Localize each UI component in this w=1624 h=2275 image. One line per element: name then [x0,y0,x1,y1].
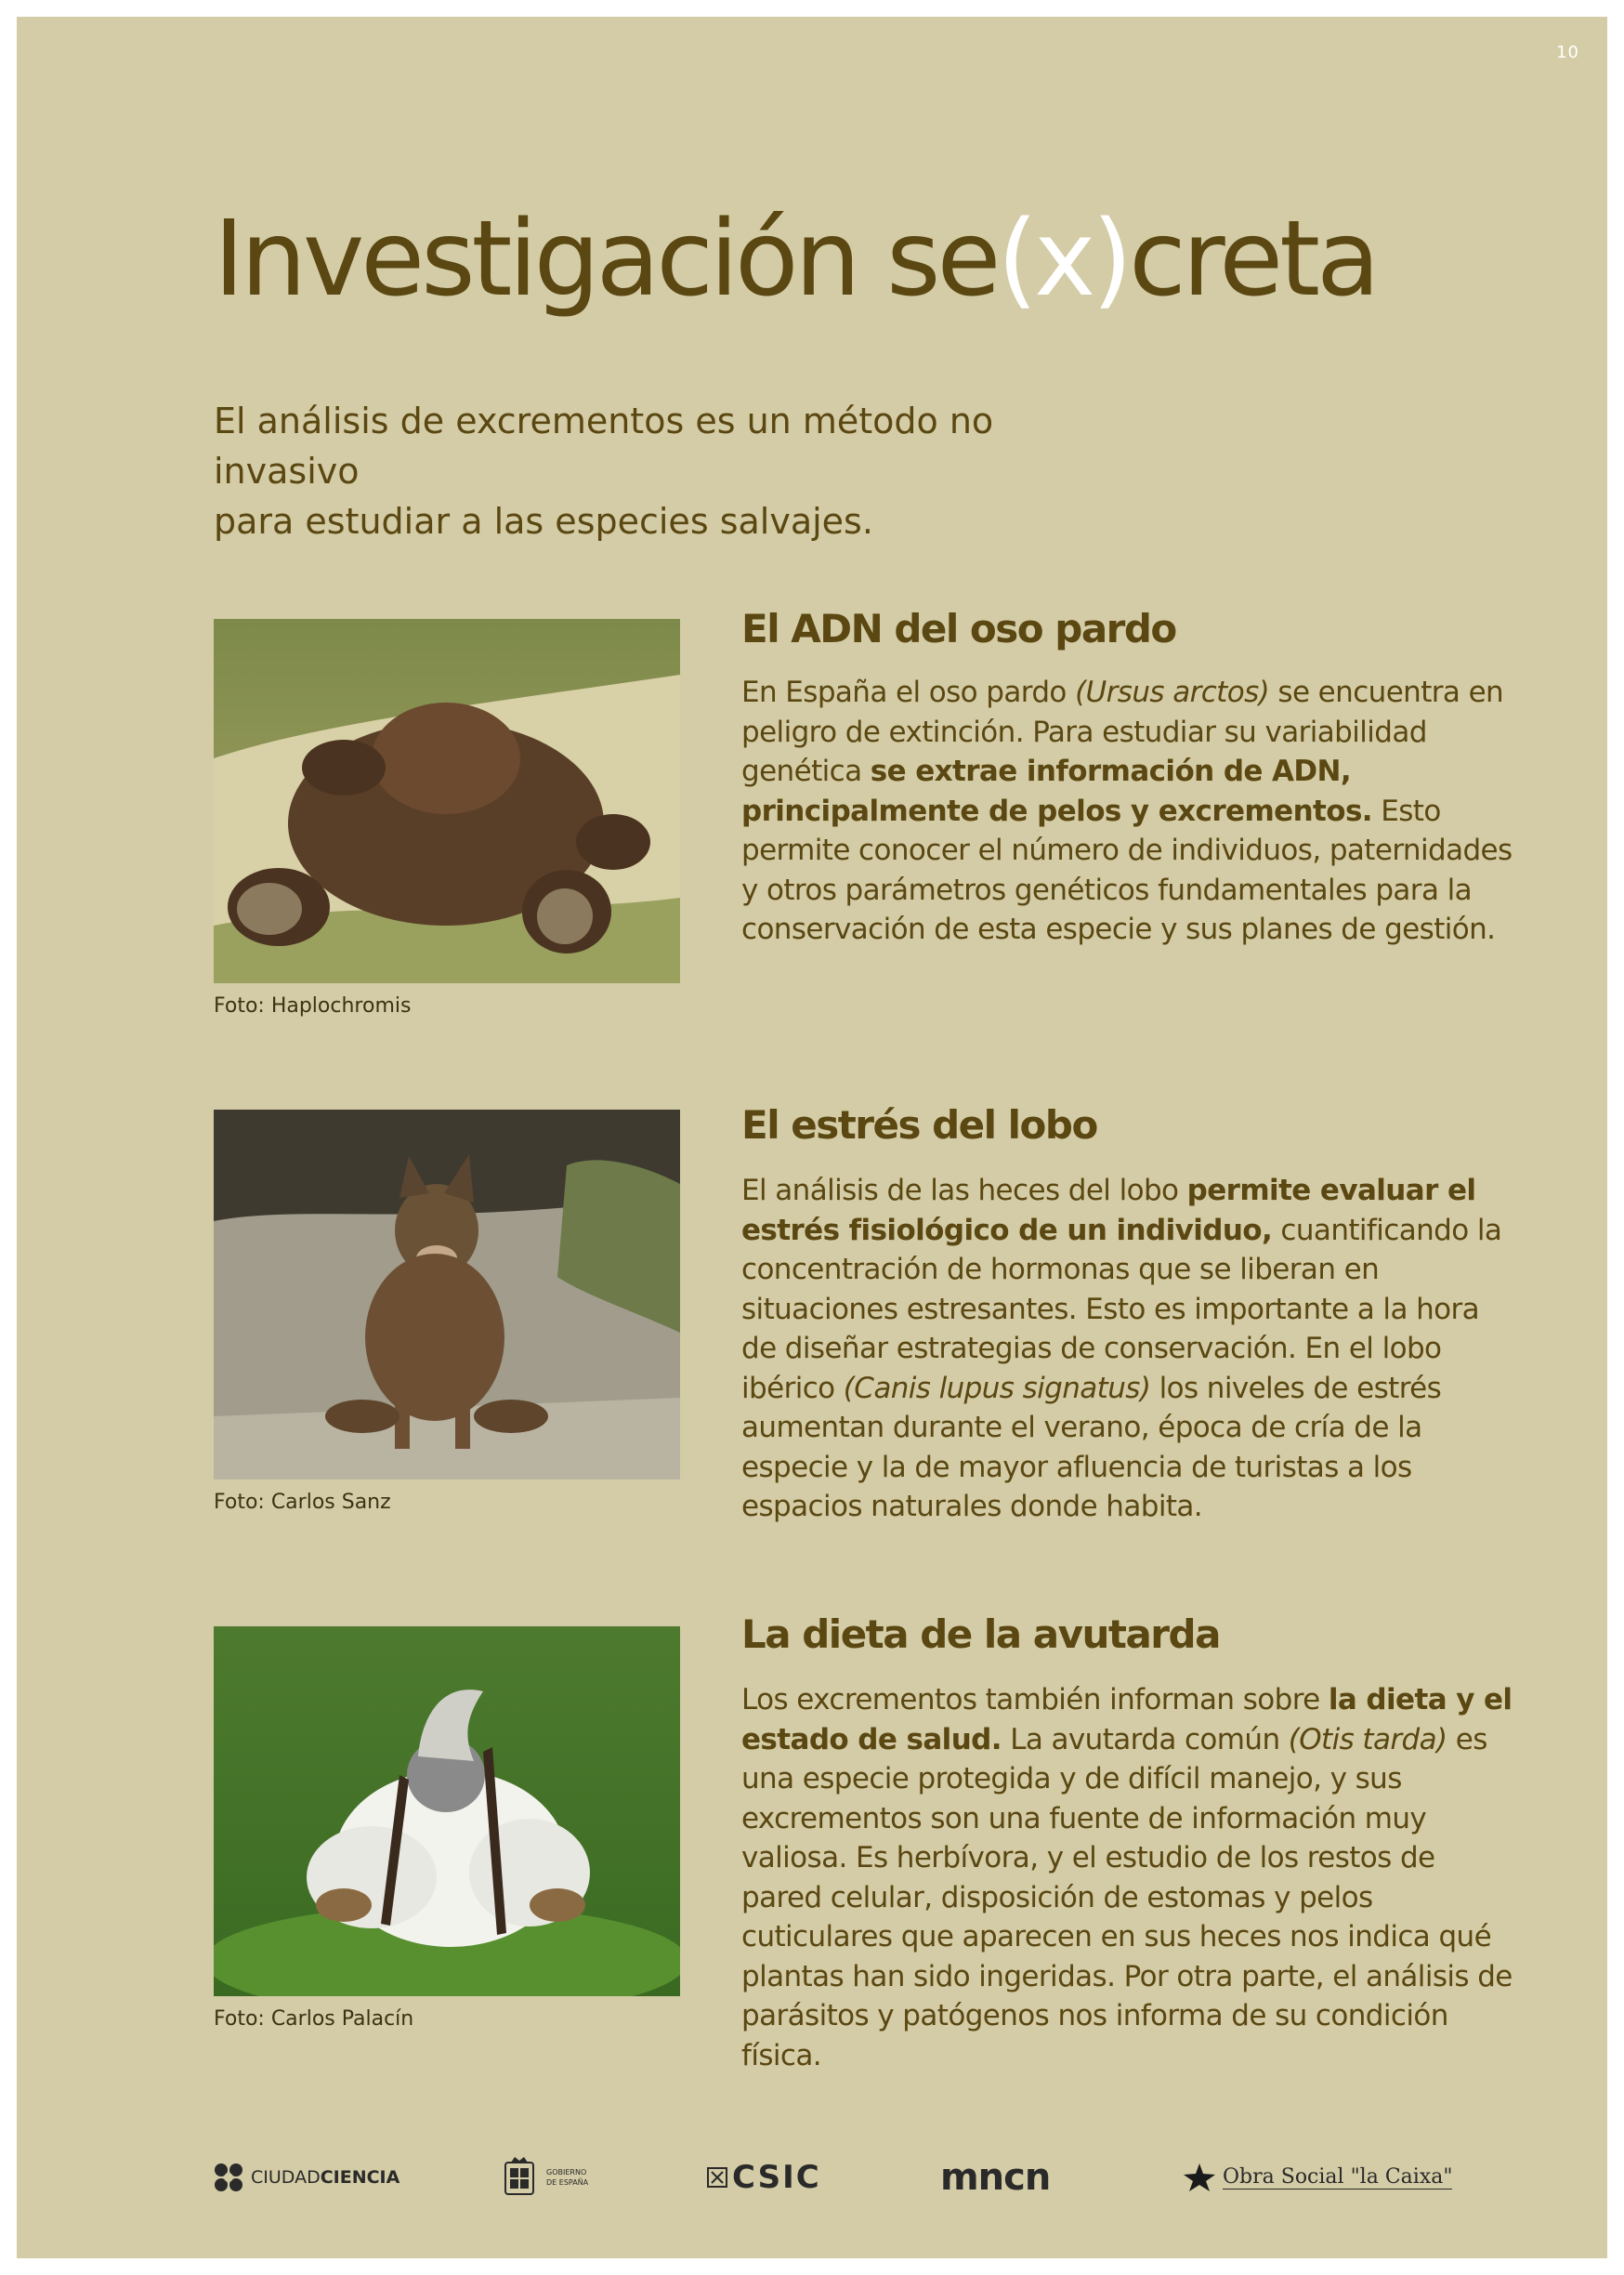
section-title: El estrés del lobo [741,1102,1097,1148]
intro-text: El análisis de excrementos es un método no invasivo para estudiar a las especies salvajes. [214,401,994,542]
wolf-photo [214,1110,680,1479]
section-body: Los excrementos también informan sobre la dieta y el estado de salud. La avutarda común (Otis tarda) es una especie protegida y de difícil manejo, y sus excrementos son una fuente de información muy valiosa. Es herbívora, y el estudio de los restos de pared celular, disposición de estomas y pelos cuticulares que aparecen en sus heces nos indica qué plantas han sido ingeridas. Por otra parte, el análisis de parásitos y patógenos nos informa de su condición física. [741,1683,1513,2072]
obra-social-logo: Obra Social "la Caixa" [1182,2154,1452,2201]
photo-credit: Foto: Haplochromis [214,994,412,1018]
photo-credit: Foto: Carlos Sanz [214,1491,391,1514]
mncn-logo: mncn [940,2156,1051,2199]
page-title: Investigación se(x)creta [214,199,1377,320]
page-number: 10 [1556,43,1579,62]
ciudad-ciencia-logo: CIUDAD CIENCIA [212,2154,399,2201]
bear-photo [214,619,680,983]
photo-credit: Foto: Carlos Palacín [214,2007,414,2031]
coat-of-arms-icon [500,2157,539,2198]
csic-emblem-icon [706,2166,728,2189]
section-body: El análisis de las heces del lobo permite evaluar el estrés fisiológico de un individuo, cuantificando la concentración de hormonas que se liberan en situaciones estresantes. Esto es importante a la hora de diseñar estrategias de conservación. En el lobo ibérico (Canis lupus signatus) los niveles de estrés aumentan durante el verano, época de cría de la especie y la de mayor afluencia de turistas a los espacios naturales donde habita. [741,1174,1502,1523]
star-icon [1182,2162,1217,2193]
csic-logo: CSIC [706,2154,821,2201]
gobierno-logo: GOBIERNO DE ESPAÑA [500,2154,588,2201]
bustard-photo [214,1626,680,1996]
section-body: En España el oso pardo (Ursus arctos) se encuentra en peligro de extinción. Para estudiar su variabilidad genética se extrae información de ADN, principalmente de pelos y excrementos. Esto permite conocer el número de individuos, paternidades y otros parámetros genéticos fundamentales para la conservación de esta especie y sus planes de gestión. [741,676,1513,946]
ciudad-ciencia-icon [212,2161,245,2194]
poster [17,17,1607,2258]
section-title: El ADN del oso pardo [741,606,1176,651]
section-title: La dieta de la avutarda [741,1611,1220,1657]
